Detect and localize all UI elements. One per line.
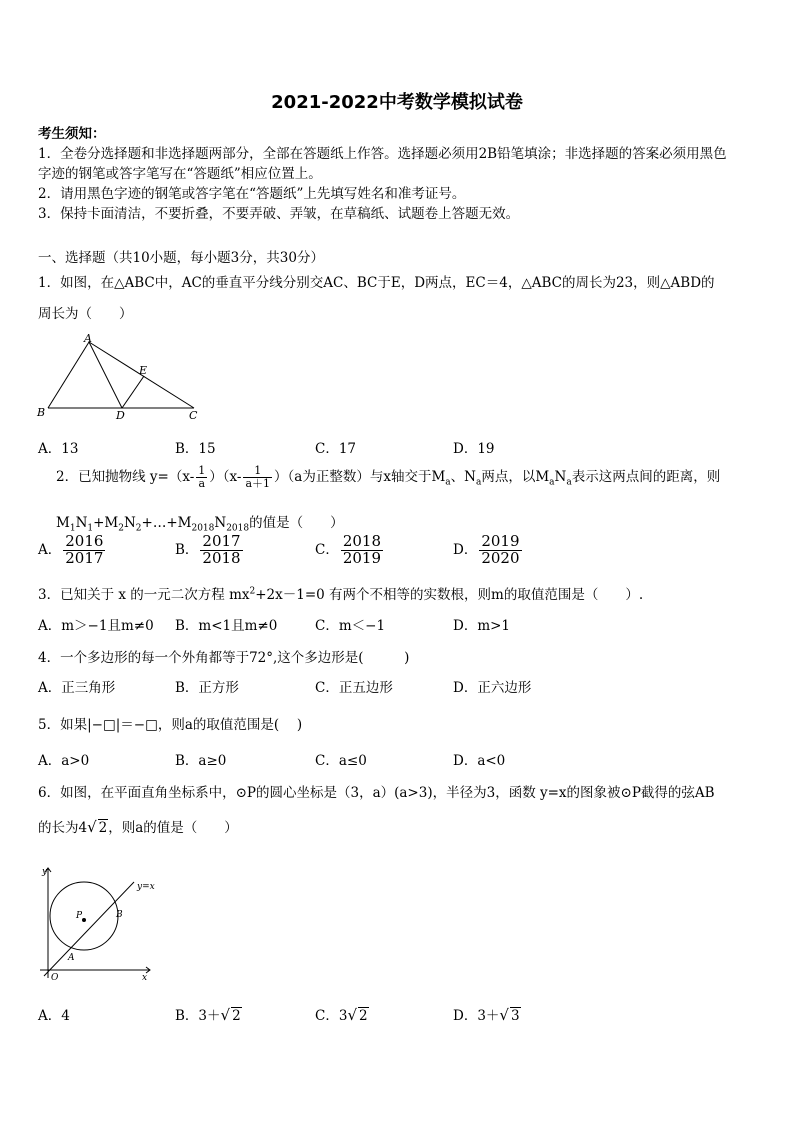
q4-option-a: A．正三角形 [38,680,116,696]
q4-option-c: C．正五边形 [315,680,393,696]
q1-option-c: C．17 [315,441,357,457]
q1-label-a: A [84,332,92,345]
q6-option-d: D．3＋√ 3 [453,1006,520,1024]
q5-text: 5．如果|−□|＝−□，则a的取值范围是( ) [38,717,303,733]
q1-option-d: D．19 [453,441,495,457]
q6-text-line1: 6．如图，在平面直角坐标系中，⊙P的圆心坐标是（3，a）(a>3)，半径为3，函数 y=x的图象被⊙P截得的弦AB [38,785,715,801]
q3-option-c: C．m＜−1 [315,618,386,634]
q5-option-a: A．a>0 [38,753,90,769]
q3-option-d: D．m>1 [453,618,511,634]
q2-fraction-2: $\frac{1}{a+1}$ [245,464,271,490]
q1-text-line2: 周长为（ ） [38,306,133,322]
page-title: 2021-2022中考数学模拟试卷 [271,92,523,113]
q6-label-o: O [51,973,59,980]
q2-fraction-1: $\frac{1}{a}$ [198,464,206,490]
q1-option-a: A．13 [38,441,79,457]
q6-label-y: y [42,867,48,877]
notice-item: 3．保持卡面清洁，不要折叠，不要弄破、弄皱，在草稿纸、试题卷上答题无效。 [38,206,520,222]
notice-heading: 考生须知： [38,126,106,142]
q1-label-e: E [139,364,148,377]
notice-item: 1．全卷分选择题和非选择题两部分，全部在答题纸上作答。选择题必须用2B铅笔填涂；非选择题的答案必须用黑色 [38,146,727,162]
q5-option-c: C．a≤0 [315,753,367,769]
q6-label-yx: y=x [137,882,155,892]
q5-option-b: B．a≥0 [175,753,227,769]
q3-option-b: B．m<1且m≠0 [175,618,278,634]
q2-option-c: C． $\frac{2018}{2019}$ [315,532,382,567]
q2-text-line1: 2．已知抛物线 y=（x- $\frac{1}{a}$ ）（x- $\frac{1}{a+1}$ ）（a为正整数）与x轴交于$M_a$、$N_a$两点，以$M_aN_a$表示这两点间的距离，则 [56,464,721,490]
q6-circle-figure [34,862,164,980]
q6-option-c: C．3√ 2 [315,1006,368,1024]
q6-label-b: B [116,910,123,920]
q5-option-d: D．a<0 [453,753,506,769]
q4-text: 4．一个多边形的每一个外角都等于72°,这个多边形是( ) [38,650,410,666]
q6-label-p: P [76,911,83,921]
q6-text-line2: 的长为4√ 2，则a的值是（ ） [38,818,238,836]
q2-option-d: D． $\frac{2019}{2020}$ [453,532,520,567]
section-heading: 一、选择题（共10小题，每小题3分，共30分） [38,250,324,266]
q2-option-a: A． $\frac{2016}{2017}$ [38,532,104,567]
q6-label-a: A [68,953,75,963]
q4-option-d: D．正六边形 [453,680,532,696]
q6-label-x: x [142,973,148,980]
q1-label-c: C [189,409,198,422]
q1-label-b: B [37,406,46,419]
q6-option-a: A．4 [38,1008,70,1024]
q2-option-b: B． $\frac{2017}{2018}$ [175,532,241,567]
notice-item: 2．请用黑色字迹的钢笔或答字笔在“答题纸”上先填写姓名和准考证号。 [38,186,466,202]
q3-option-a: A．m＞−1且m≠0 [38,618,154,634]
q1-triangle-figure [34,332,214,424]
q4-option-b: B．正方形 [175,680,239,696]
notice-item: 字迹的钢笔或答字笔写在“答题纸”相应位置上。 [38,166,322,182]
q1-label-d: D [116,409,125,422]
q1-text-line1: 1．如图，在△ABC中，AC的垂直平分线分别交AC、BC于E，D两点，EC＝4，△ABC的周长为23，则△ABD的 [38,275,715,291]
q2-text-line2: $M_1N_1+M_2N_2+\dots+M_{2018}N_{2018}$的值是（ ） [56,515,344,534]
q6-option-b: B．3＋√ 2 [175,1006,241,1024]
q3-text: 3．已知关于 x 的一元二次方程 $mx^2+2x-1=0$ 有两个不相等的实数根，则m的取值范围是（ ）. [38,586,644,603]
q1-option-b: B．15 [175,441,216,457]
